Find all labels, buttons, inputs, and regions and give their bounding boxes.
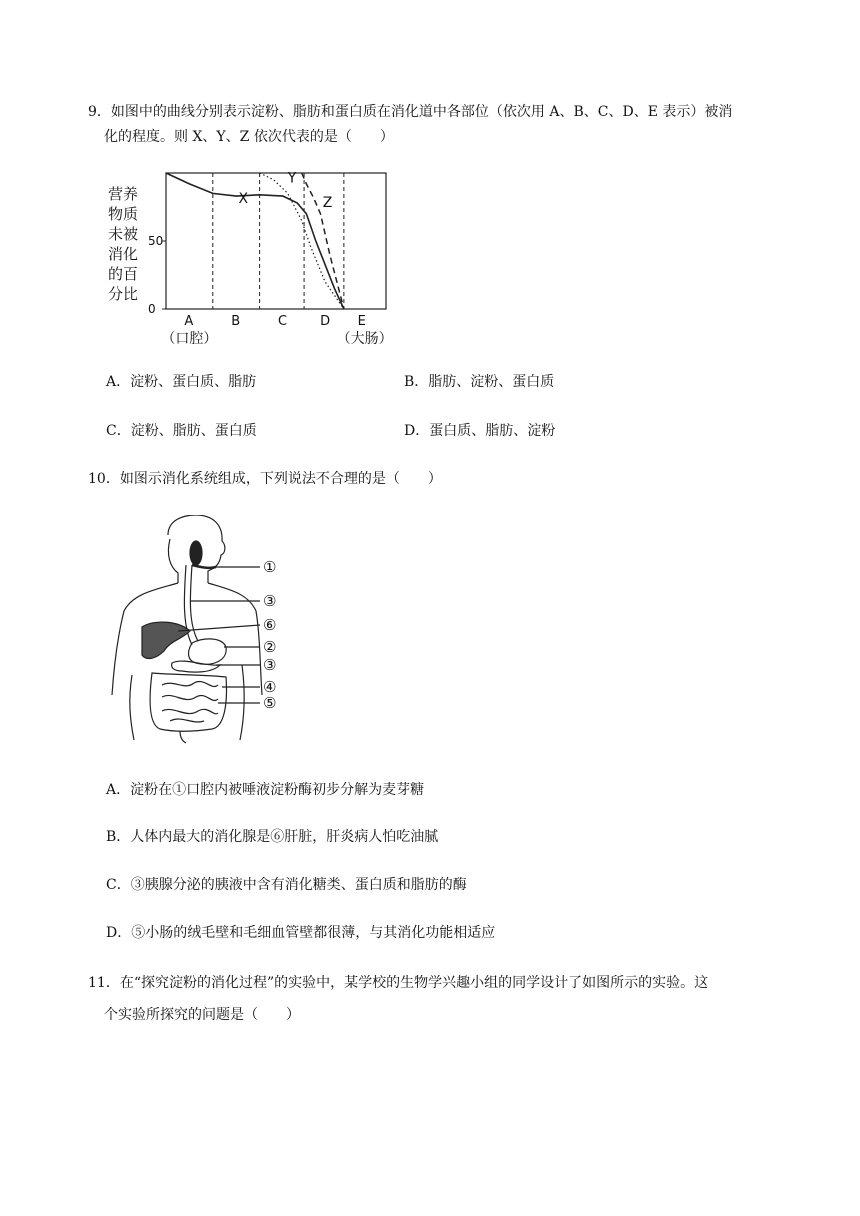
y-tick-label-0: 0 xyxy=(148,302,156,316)
series-curve-x xyxy=(166,170,344,309)
q10-option-b[interactable]: B．人体内最大的消化腺是⑥肝脏，肝炎病人怕吃油腻 xyxy=(106,829,439,845)
y-axis-label-line-3: 消化 xyxy=(108,245,139,263)
diagram-label-small-intestine: ⑤ xyxy=(263,694,277,712)
category-note-e: （大肠） xyxy=(336,331,393,347)
series-curve-z xyxy=(302,173,344,309)
y-axis-label-line-4: 的百 xyxy=(108,265,139,283)
q9-stem-line1: 9．如图中的曲线分别表示淀粉、脂肪和蛋白质在消化道中各部位（依次用 A、B、C、D、E 表示）被消 xyxy=(88,104,733,120)
diagram-label-liver: ⑥ xyxy=(263,616,277,634)
digestion-curve-chart xyxy=(100,165,400,355)
q9-stem-line2: 化的程度。则 X、Y、Z 依次代表的是（ ） xyxy=(104,129,394,145)
y-axis-label-line-0: 营养 xyxy=(108,185,139,203)
q9-option-a[interactable]: A．淀粉、蛋白质、脂肪 xyxy=(106,374,257,390)
series-label-y: Y xyxy=(287,170,297,187)
q10-option-a[interactable]: A．淀粉在①口腔内被唾液淀粉酶初步分解为麦芽糖 xyxy=(106,782,425,798)
category-label-A: A xyxy=(184,314,194,329)
q10-option-c[interactable]: C．③胰腺分泌的胰液中含有消化糖类、蛋白质和脂肪的酶 xyxy=(106,877,467,893)
category-label-D: D xyxy=(320,314,331,329)
diagram-label-mouth: ① xyxy=(263,558,277,576)
plot-frame xyxy=(166,170,386,309)
q9-option-c[interactable]: C．淀粉、脂肪、蛋白质 xyxy=(106,423,257,439)
q10-stem: 10．如图示消化系统组成，下列说法不合理的是（ ） xyxy=(88,471,442,487)
y-tick-label-50: 50 xyxy=(148,234,164,248)
q10-option-d[interactable]: D．⑤小肠的绒毛壁和毛细血管壁都很薄，与其消化功能相适应 xyxy=(106,925,496,941)
diagram-label-large-intestine: ④ xyxy=(263,678,277,696)
category-label-B: B xyxy=(231,314,241,329)
category-note-a: （口腔） xyxy=(161,331,218,347)
diagram-label-pancreas-upper: ③ xyxy=(263,592,277,610)
q9-option-d[interactable]: D．蛋白质、脂肪、淀粉 xyxy=(404,423,556,439)
digestive-system-diagram xyxy=(108,515,298,745)
q11-stem-line2: 个实验所探究的问题是（ ） xyxy=(104,1007,300,1023)
category-label-C: C xyxy=(278,314,288,329)
series-label-z: Z xyxy=(322,195,333,211)
diagram-label-stomach: ② xyxy=(263,638,277,656)
series-curve-y xyxy=(260,170,344,309)
y-axis-label-line-5: 分比 xyxy=(108,285,139,303)
q9-option-b[interactable]: B．脂肪、淀粉、蛋白质 xyxy=(404,374,555,390)
y-axis-label-line-2: 未被 xyxy=(108,225,139,243)
q11-stem-line1: 11．在“探究淀粉的消化过程”的实验中，某学校的生物学兴趣小组的同学设计了如图所示的实验。这 xyxy=(88,975,709,991)
diagram-label-pancreas: ③ xyxy=(263,656,277,674)
category-label-E: E xyxy=(357,314,366,329)
series-label-x: X xyxy=(238,190,249,207)
y-axis-label-line-1: 物质 xyxy=(108,205,139,223)
